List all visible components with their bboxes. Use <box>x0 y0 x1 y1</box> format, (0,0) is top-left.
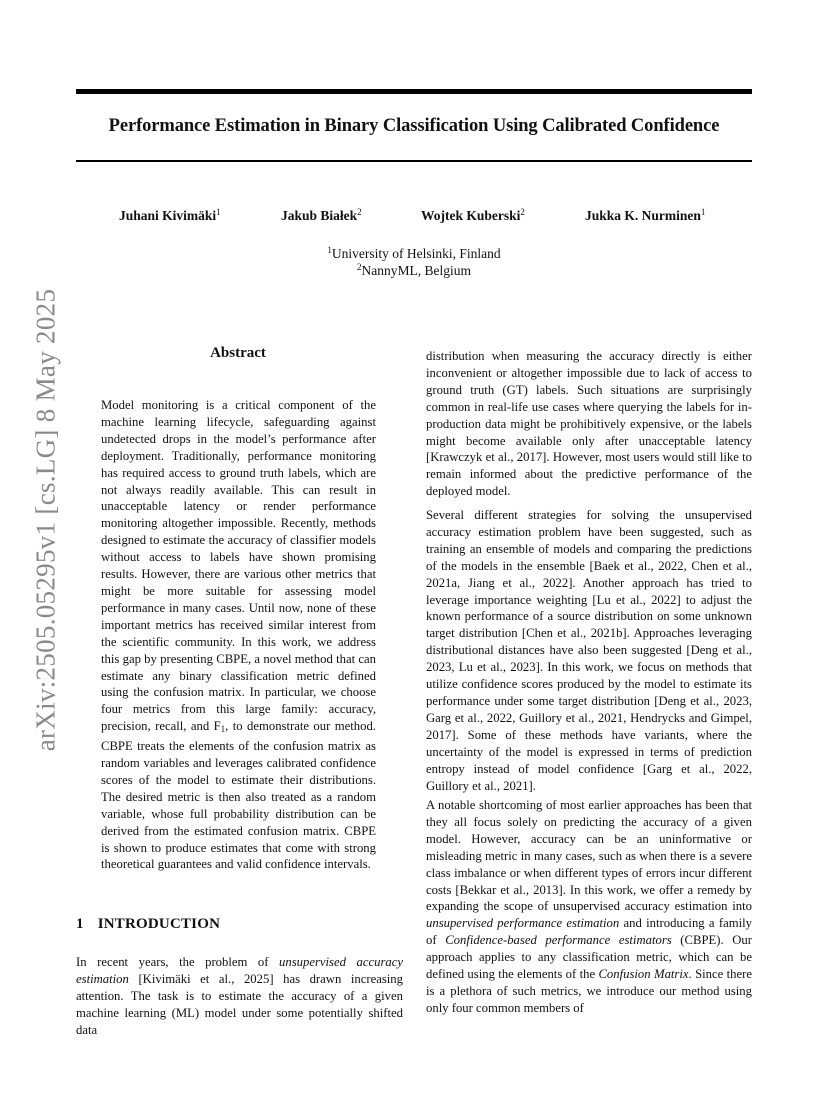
emphasis-unsupervised-performance-estimation: unsupervised performance estimation <box>426 916 620 931</box>
affiliation-text: NannyML, Belgium <box>361 263 471 278</box>
author-nurminen <box>585 207 705 224</box>
emphasis-confusion-matrix: Confusion Matrix <box>598 967 689 982</box>
intro-paragraph-1 <box>76 954 403 1039</box>
affiliation-text: University of Helsinki, Finland <box>331 246 501 261</box>
affiliation-mark: 1 <box>327 245 332 255</box>
section-heading-introduction <box>76 916 220 933</box>
text-run: and introducing a family of <box>426 916 752 948</box>
text-run: (CBPE). Our approach applies to any classification metric, which can be defined using the elements of the <box>426 933 752 982</box>
paper-title: Performance Estimation in Binary Classification Using Calibrated Confidence <box>108 116 720 136</box>
author-name: Juhani Kivimäki <box>119 208 217 223</box>
text-run: A notable shortcoming of most earlier approaches has been that they all focus solely on predicting the accuracy of a given model. However, accuracy can be an uninformative or misleading metric in many cases, such as when there is a severe class imbalance or when different types of errors incur different costs [Bekkar et al., 2013]. In this work, we offer a remedy by expanding the scope of unsupervised accuracy estimation into <box>426 798 752 914</box>
abstract-heading: Abstract <box>210 345 266 361</box>
section-number: 1 <box>76 916 84 932</box>
arxiv-identifier-stamp: arXiv:2505.05295v1 [cs.LG] 8 May 2025 <box>30 288 61 752</box>
emphasis-unsupervised-accuracy-estimation: unsupervised accuracy estimation <box>76 955 403 986</box>
affiliation-mark: 1 <box>216 207 221 217</box>
affiliation-mark: 2 <box>357 262 362 272</box>
right-column-paragraph-1: distribution when measuring the accuracy directly is either inconvenient or altogether impossible due to lack of access to ground truth (GT) labels. Such situations are surprisingly common in real-life use cases where querying the labels for in-production data might be prohibitively expensive, or the labels might become available only after unacceptable latency [Krawczyk et al., 2017]. However, most users would still like to remain informed about the predictive performance of the deployed model. <box>426 349 752 499</box>
emphasis-confidence-based-estimators: Confidence-based performance estimators <box>445 933 672 948</box>
text-run: [Kivimäki et al., 2025] has drawn increasing attention. The task is to estimate the accuracy of a given machine learning (ML) model under some potentially shifted data <box>76 971 403 1037</box>
affiliation-mark: 1 <box>700 207 706 217</box>
author-kivimaki <box>119 207 221 224</box>
f1-subscript: 1 <box>220 724 226 735</box>
affiliation-nannyml <box>76 262 752 279</box>
affiliation-mark: 2 <box>520 207 525 217</box>
abstract-text-part-1: Model monitoring is a critical component of the machine learning lifecycle, safeguarding against undetected drops in the model’s performance after deployment. Traditionally, performance monitoring has required access to ground truth labels, which are not always readily available. This can result in unacceptable latency or render performance monitoring altogether impossible. Recently, methods designed to estimate the accuracy of classifier models without access to labels have shown promising results. However, there are various other metrics that might be more suitable for assessing model performance in many cases. Until now, none of these important metrics has received similar interest from the scientific community. In this work, we address this gap by presenting CBPE, a novel method that can estimate any binary classification metric defined using the confusion matrix. In particular, we choose four metrics from this large family: accuracy, precision, recall, and F <box>101 398 376 734</box>
author-name: Wojtek Kuberski <box>421 208 521 223</box>
text-run: In recent years, the problem of <box>76 955 280 969</box>
author-name: Jakub Białek <box>281 208 358 223</box>
title-bottom-rule <box>76 160 752 162</box>
right-column-paragraph-2: Several different strategies for solving the unsupervised accuracy estimation problem have been suggested, such as training an ensemble of models and comparing the predictions of the models in the ensemble [Baek et al., 2022, Chen et al., 2021a, Jiang et al., 2022]. Another approach has tried to leverage importance weighting [Lu et al., 2022] to adjust the known performance of a source distribution on some unknown target distribution [Chen et al., 2021b]. Approaches leveraging distributional distances have also been suggested [Deng et al., 2023, Lu et al., 2023]. In this work, we focus on methods that utilize confidence scores produced by the model to estimate its performance under some target distribution [Deng et al., 2023, Garg et al., 2022, Guillory et al., 2021, Hendrycks and Gimpel, 2017]. Some of these methods have variants, where the uncertainty of the model is expressed in terms of prediction entropy instead of model confidence [Garg et al., 2022, Guillory et al., 2021]. <box>426 508 752 793</box>
abstract-text-part-2: , to demonstrate our method. CBPE treats the elements of the confusion matrix as random variables and leverages calibrated confidence scores of the model to estimate their distributions. The desired metric is then also treated as a random variable, whose full probability distribution can be derived from the estimated confusion matrix. CBPE is shown to produce estimates that come with strong theoretical guarantees and valid confidence intervals. <box>101 719 376 872</box>
affiliation-helsinki <box>76 245 752 262</box>
right-column-paragraph-3 <box>426 797 752 1017</box>
affiliation-mark: 2 <box>357 207 362 217</box>
abstract-body <box>101 397 376 873</box>
author-bialek <box>281 207 362 224</box>
author-kuberski <box>421 207 525 224</box>
title-top-rule <box>76 89 752 94</box>
text-run: . Since there is a plethora of such metrics, we introduce our method using only four common members of <box>426 967 752 1015</box>
section-title: INTRODUCTION <box>97 916 221 932</box>
author-name: Jukka K. Nurminen <box>585 208 701 223</box>
